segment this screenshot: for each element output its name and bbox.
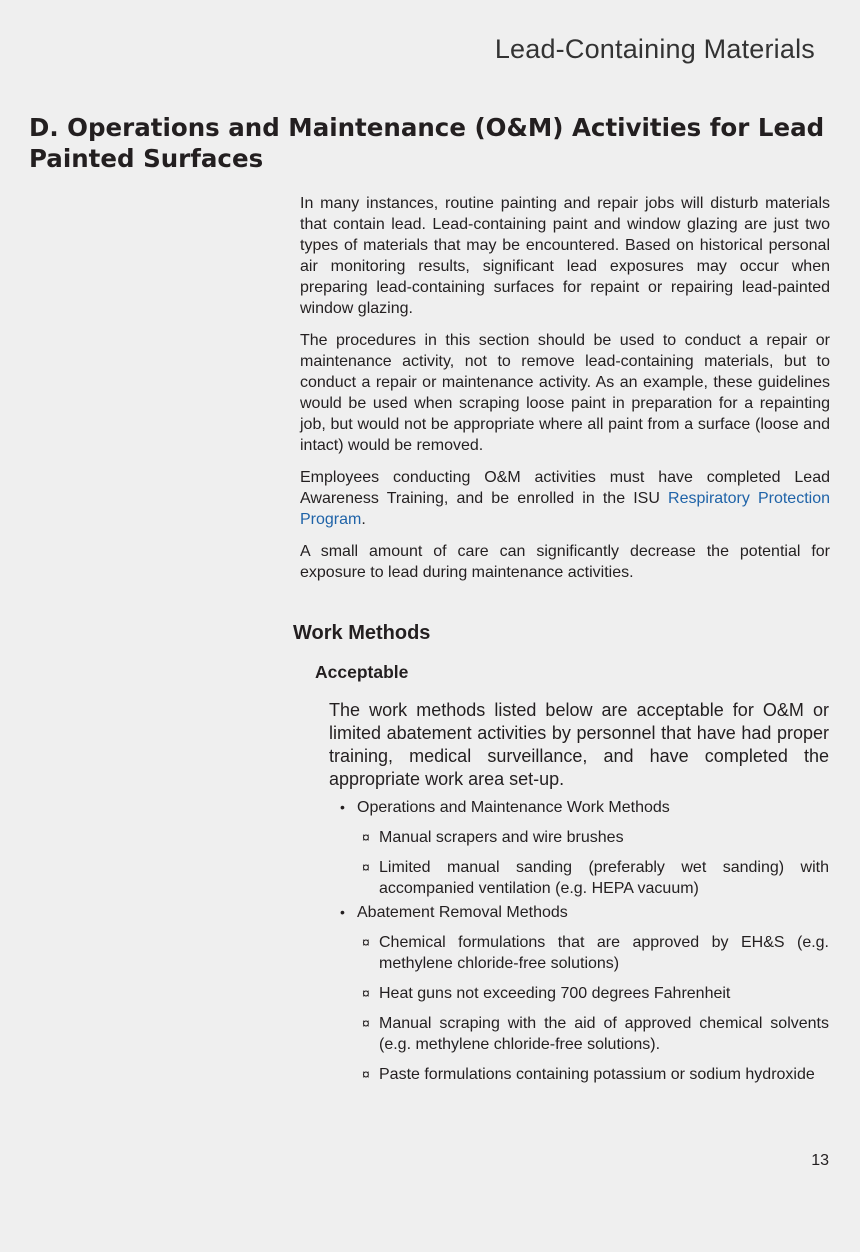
paragraph-training-end: .	[361, 511, 366, 528]
list-item-label: Abatement Removal Methods	[357, 904, 568, 921]
running-header: Lead-Containing Materials	[494, 34, 815, 64]
list-item	[362, 983, 829, 1004]
list-item-text: Paste formulations containing potassium or sodium hydroxide	[379, 1066, 815, 1083]
currency-sign-icon: ¤	[362, 934, 370, 950]
bullet-icon: •	[340, 799, 345, 815]
list-item-text: Heat guns not exceeding 700 degrees Fahrenheit	[379, 985, 731, 1002]
currency-sign-icon: ¤	[362, 1066, 370, 1082]
paragraph-care: A small amount of care can significantly decrease the potential for exposure to lead during maintenance activities.	[300, 543, 830, 581]
paragraph-training	[300, 467, 830, 530]
currency-sign-icon: ¤	[362, 985, 370, 1001]
list-item	[340, 902, 829, 923]
acceptable-subheading: Acceptable	[315, 662, 409, 682]
list-item	[362, 1064, 829, 1085]
list-item-text: Limited manual sanding (preferably wet sanding) with accompanied ventilation (e.g. HEPA vacuum)	[379, 859, 829, 897]
list-item	[340, 797, 829, 818]
body-text	[300, 193, 830, 594]
list-item	[362, 857, 829, 899]
work-methods-intro: The work methods listed below are acceptable for O&M or limited abatement activities by personnel that have had proper training, medical surveillance, and have completed the appropriate work area set-up.	[329, 700, 829, 789]
work-methods-heading: Work Methods	[293, 622, 431, 644]
list-item-label: Operations and Maintenance Work Methods	[357, 799, 670, 816]
currency-sign-icon: ¤	[362, 1015, 370, 1031]
list-item-text: Chemical formulations that are approved by EH&S (e.g. methylene chloride-free solutions)	[379, 934, 829, 972]
list-item	[362, 1013, 829, 1055]
bullet-icon: •	[340, 904, 345, 920]
list-item-text: Manual scraping with the aid of approved chemical solvents (e.g. methylene chloride-free solutions).	[379, 1015, 829, 1053]
paragraph-training-text: Employees conducting O&M activities must have completed Lead Awareness Training, and be enrolled in the ISU	[300, 469, 830, 507]
section-title: D. Operations and Maintenance (O&M) Activities for Lead Painted Surfaces	[29, 113, 825, 173]
paragraph-intro: In many instances, routine painting and repair jobs will disturb materials that contain lead. Lead-containing paint and window glazing are just two types of materials that may be encountered. Based on historical personal air monitoring results, significant lead exposures may occur when preparing lead-containing surfaces for repaint or repairing lead-painted window glazing.	[300, 195, 830, 317]
currency-sign-icon: ¤	[362, 859, 370, 875]
list-item	[362, 827, 829, 848]
respiratory-protection-link[interactable]: Respiratory Protection Program	[300, 490, 831, 528]
page-number: 13	[811, 1152, 829, 1169]
currency-sign-icon: ¤	[362, 829, 370, 845]
paragraph-procedures: The procedures in this section should be used to conduct a repair or maintenance activity, not to remove lead-containing materials, but to conduct a repair or maintenance activity. As an example, these guidelines would be used when scraping loose paint in preparation for a repainting job, but would not be appropriate where all paint from a surface (loose and intact) would be removed.	[300, 332, 830, 454]
list-item-text: Manual scrapers and wire brushes	[379, 829, 624, 846]
work-methods-list	[340, 797, 829, 1094]
list-item	[362, 932, 829, 974]
